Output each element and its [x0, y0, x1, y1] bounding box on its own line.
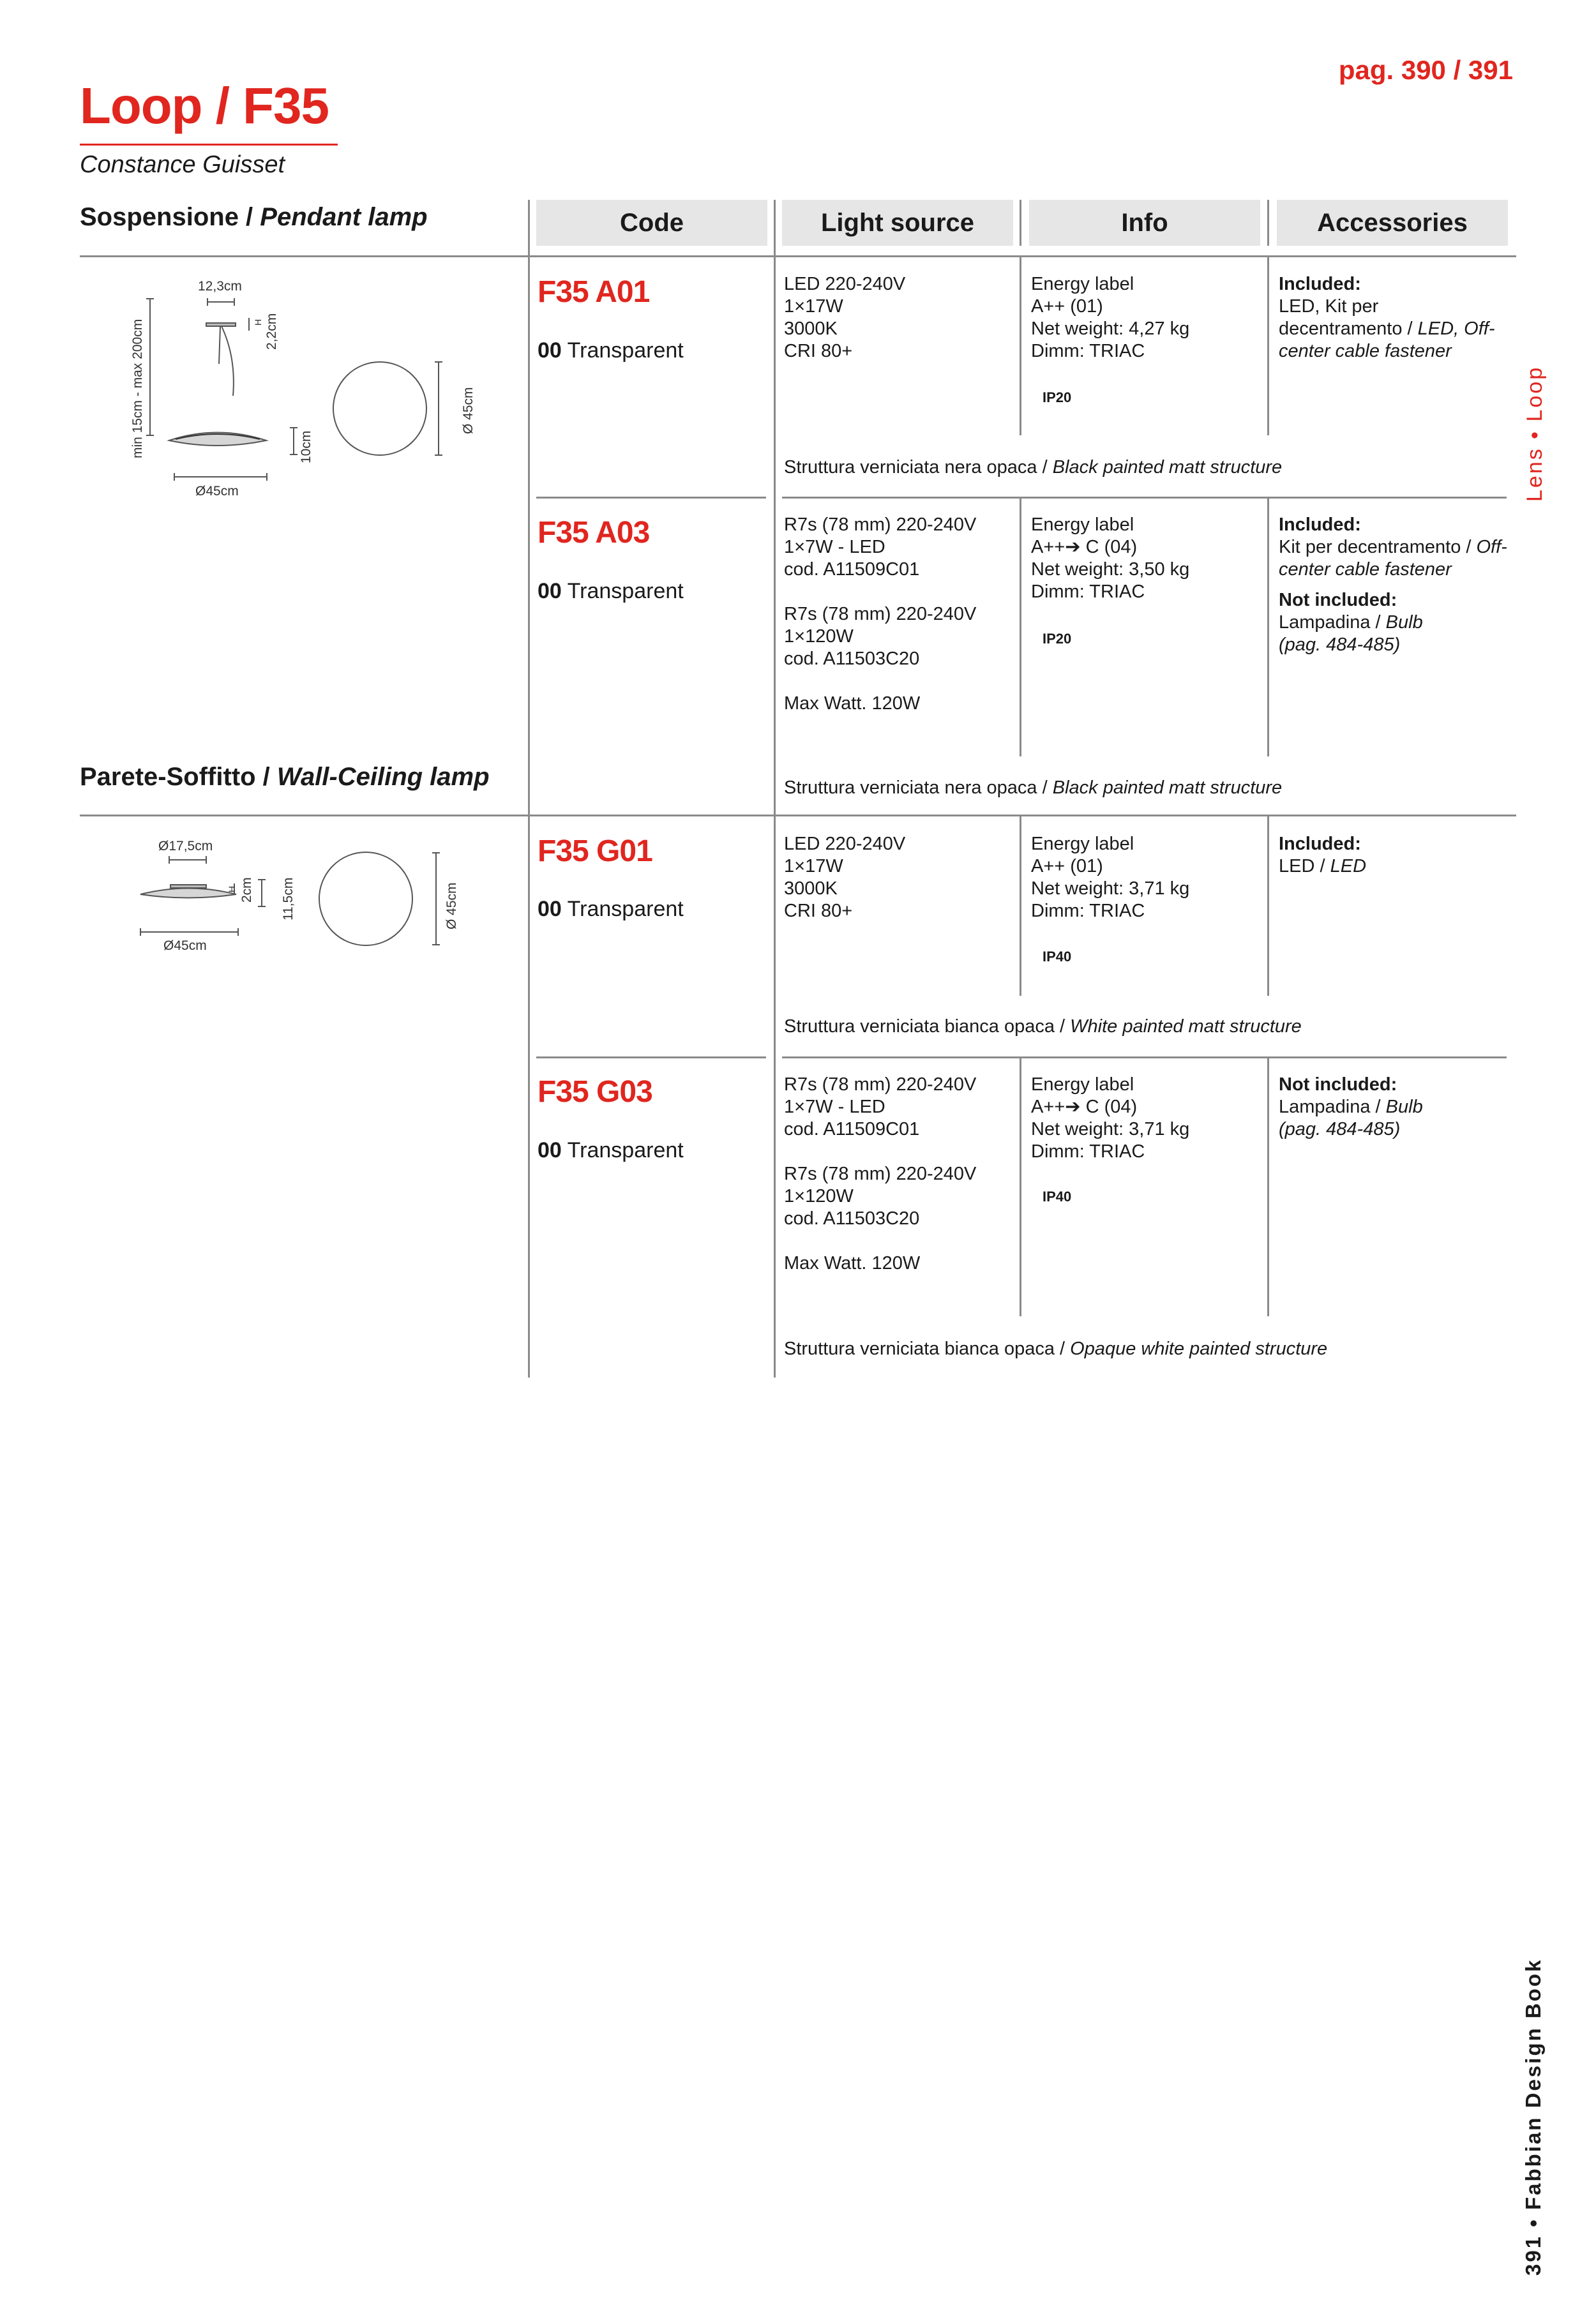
dim-canopy-height: 2cm	[239, 877, 254, 903]
ip-rating: IP20	[1043, 389, 1072, 405]
accessories-cell: Included: LED / LED	[1279, 834, 1367, 876]
side-label-book: 391 • Fabbian Design Book	[1521, 1958, 1545, 2276]
dim-cable-range: min 15cm - max 200cm	[130, 319, 145, 458]
side-label-collection: Lens • Loop	[1523, 365, 1547, 502]
column-rule	[1020, 257, 1021, 435]
ip-rating: IP20	[1043, 631, 1072, 647]
page-reference: pag. 390 / 391	[1338, 55, 1513, 85]
structure-note: Struttura verniciata bianca opaca / White painted matt structure	[784, 1016, 1302, 1037]
dim-canopy-width: 12,3cm	[198, 279, 242, 294]
accessories-cell: Included: Kit per decentramento / Off-center cable fastener	[1279, 515, 1507, 580]
dim-diameter: Ø45cm	[195, 484, 239, 499]
dim-top-diameter: Ø 45cm	[461, 387, 476, 434]
dim-diffuser-height: 10cm	[299, 430, 313, 463]
structure-note: Struttura verniciata nera opaca / Black painted matt structure	[784, 778, 1283, 798]
accessories-cell: Included: LED, Kit per decentramento / LED, Off- center cable fastener	[1279, 274, 1495, 361]
structure-note: Struttura verniciata bianca opaca / Opaque white painted structure	[784, 1339, 1328, 1359]
title-underline	[80, 144, 338, 146]
dim-top-diameter: Ø 45cm	[444, 882, 459, 929]
row-rule-data	[782, 497, 1507, 499]
accessories-cell: Not included: Lampadina / Bulb (pag. 484-485)	[1279, 1074, 1423, 1139]
dim-total-height: 11,5cm	[281, 877, 296, 920]
accessories-not-included: Not included: Lampadina / Bulb (pag. 484-485)	[1279, 590, 1423, 655]
designer-name: Constance Guisset	[80, 151, 285, 178]
column-rule	[528, 200, 530, 1378]
dim-canopy-width: Ø17,5cm	[158, 839, 213, 853]
product-variant: 00 Transparent	[538, 579, 684, 603]
column-rule	[1267, 816, 1269, 996]
column-rule	[1020, 498, 1021, 756]
page-title: Loop / F35	[80, 77, 329, 134]
ip-rating: IP40	[1043, 1189, 1072, 1205]
dim-height-label: H	[227, 885, 237, 892]
column-rule	[1020, 816, 1021, 996]
dim-height-label: H	[253, 319, 263, 326]
info-cell: Energy label A++ (01) Net weight: 3,71 kg Dimm: TRIAC	[1031, 834, 1190, 921]
product-variant: 00 Transparent	[538, 1138, 684, 1162]
dim-diameter: Ø45cm	[163, 938, 207, 953]
section-rule-wall	[80, 815, 1516, 816]
column-rule	[1020, 200, 1021, 246]
info-cell: Energy label A++➔ C (04) Net weight: 3,50 kg Dimm: TRIAC	[1031, 515, 1190, 602]
column-rule	[1267, 498, 1269, 756]
section-title-pendant: Sospensione / Pendant lamp	[80, 203, 428, 231]
row-rule-code	[536, 497, 766, 499]
light-source-cell: LED 220-240V 1×17W 3000K CRI 80+	[784, 834, 906, 921]
info-cell: Energy label A++➔ C (04) Net weight: 3,71 kg Dimm: TRIAC	[1031, 1074, 1190, 1162]
section-rule-pendant	[80, 255, 1516, 257]
section-title-wall: Parete-Soffitto / Wall-Ceiling lamp	[80, 763, 490, 791]
column-header-light-source: Light source	[782, 200, 1013, 246]
light-source-cell: LED 220-240V 1×17W 3000K CRI 80+	[784, 274, 906, 361]
column-rule	[774, 200, 776, 1378]
row-rule-code	[536, 1056, 766, 1058]
structure-note: Struttura verniciata nera opaca / Black painted matt structure	[784, 457, 1283, 477]
product-code: F35 A03	[538, 516, 650, 550]
light-source-cell: R7s (78 mm) 220-240V 1×7W - LED cod. A11509C01 R7s (78 mm) 220-240V 1×120W cod. A11503C20 Max Watt. 120W	[784, 515, 977, 714]
column-rule	[1267, 1058, 1269, 1316]
column-rule	[1020, 1058, 1021, 1316]
dim-canopy-height: 2,2cm	[264, 313, 279, 350]
column-header-code: Code	[536, 200, 767, 246]
light-source-cell: R7s (78 mm) 220-240V 1×7W - LED cod. A11509C01 R7s (78 mm) 220-240V 1×120W cod. A11503C20 Max Watt. 120W	[784, 1074, 977, 1273]
product-variant: 00 Transparent	[538, 338, 684, 363]
column-header-info: Info	[1029, 200, 1260, 246]
product-code: F35 G01	[538, 834, 652, 868]
ip-rating: IP40	[1043, 949, 1072, 965]
info-cell: Energy label A++ (01) Net weight: 4,27 kg Dimm: TRIAC	[1031, 274, 1190, 361]
column-rule	[1267, 200, 1269, 246]
row-rule-data	[782, 1056, 1507, 1058]
product-variant: 00 Transparent	[538, 897, 684, 921]
column-header-accessories: Accessories	[1277, 200, 1508, 246]
product-code: F35 G03	[538, 1075, 652, 1109]
product-code: F35 A01	[538, 275, 650, 309]
column-rule	[1267, 257, 1269, 435]
